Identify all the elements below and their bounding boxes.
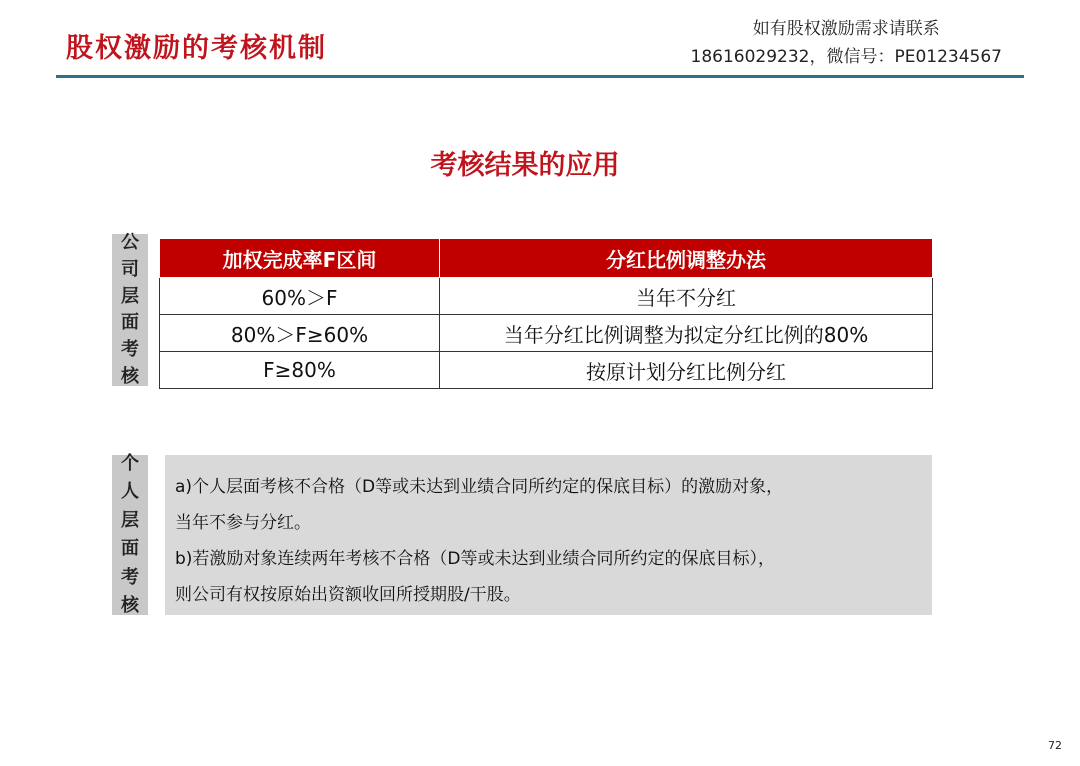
label-char: 核 bbox=[121, 365, 139, 387]
contact-line-1: 如有股权激励需求请联系 bbox=[752, 19, 940, 39]
personal-rule-line: a)个人层面考核不合格（D等或未达到业绩合同所约定的保底目标）的激励对象， bbox=[175, 477, 784, 497]
table-header-row bbox=[160, 239, 933, 278]
header-divider bbox=[56, 75, 1024, 78]
label-char: 公 bbox=[121, 232, 139, 253]
contact-info bbox=[691, 18, 1003, 68]
label-char: 面 bbox=[121, 312, 139, 334]
table-row bbox=[160, 278, 933, 315]
label-char: 考 bbox=[121, 339, 139, 361]
page-number: 72 bbox=[1048, 739, 1062, 752]
table-cell: 当年分红比例调整为拟定分红比例的80% bbox=[440, 315, 933, 352]
header-title: 股权激励的考核机制 bbox=[66, 33, 327, 64]
label-char: 层 bbox=[121, 509, 139, 531]
personal-rule-line: 当年不参与分红。 bbox=[175, 513, 311, 533]
column-header: 分红比例调整办法 bbox=[440, 239, 933, 278]
label-char: 个 bbox=[121, 453, 139, 474]
label-char: 考 bbox=[121, 566, 139, 588]
table-cell: 当年不分红 bbox=[440, 278, 933, 315]
label-char: 司 bbox=[121, 258, 139, 280]
label-char: 人 bbox=[121, 481, 139, 503]
table-row bbox=[160, 315, 933, 352]
label-char: 面 bbox=[121, 538, 139, 560]
table-cell: 按原计划分红比例分红 bbox=[440, 352, 933, 389]
table-cell: 80%＞F≥60% bbox=[160, 315, 440, 352]
slide-title: 考核结果的应用 bbox=[430, 150, 620, 181]
column-header: 加权完成率F区间 bbox=[160, 239, 440, 278]
personal-level-label bbox=[112, 455, 148, 615]
contact-line-2: 18616029232，微信号：PE01234567 bbox=[690, 47, 1002, 67]
table-row bbox=[160, 352, 933, 389]
table-cell: F≥80% bbox=[160, 352, 440, 389]
company-assessment-table bbox=[159, 238, 933, 389]
table-cell: 60%＞F bbox=[160, 278, 440, 315]
label-char: 层 bbox=[121, 285, 139, 307]
personal-rule-line: b)若激励对象连续两年考核不合格（D等或未达到业绩合同所约定的保底目标）， bbox=[175, 549, 776, 569]
label-char: 核 bbox=[121, 594, 139, 616]
personal-rule-line: 则公司有权按原始出资额收回所授期股/干股。 bbox=[175, 585, 521, 605]
personal-assessment-box bbox=[165, 455, 932, 615]
company-level-label bbox=[112, 234, 148, 386]
